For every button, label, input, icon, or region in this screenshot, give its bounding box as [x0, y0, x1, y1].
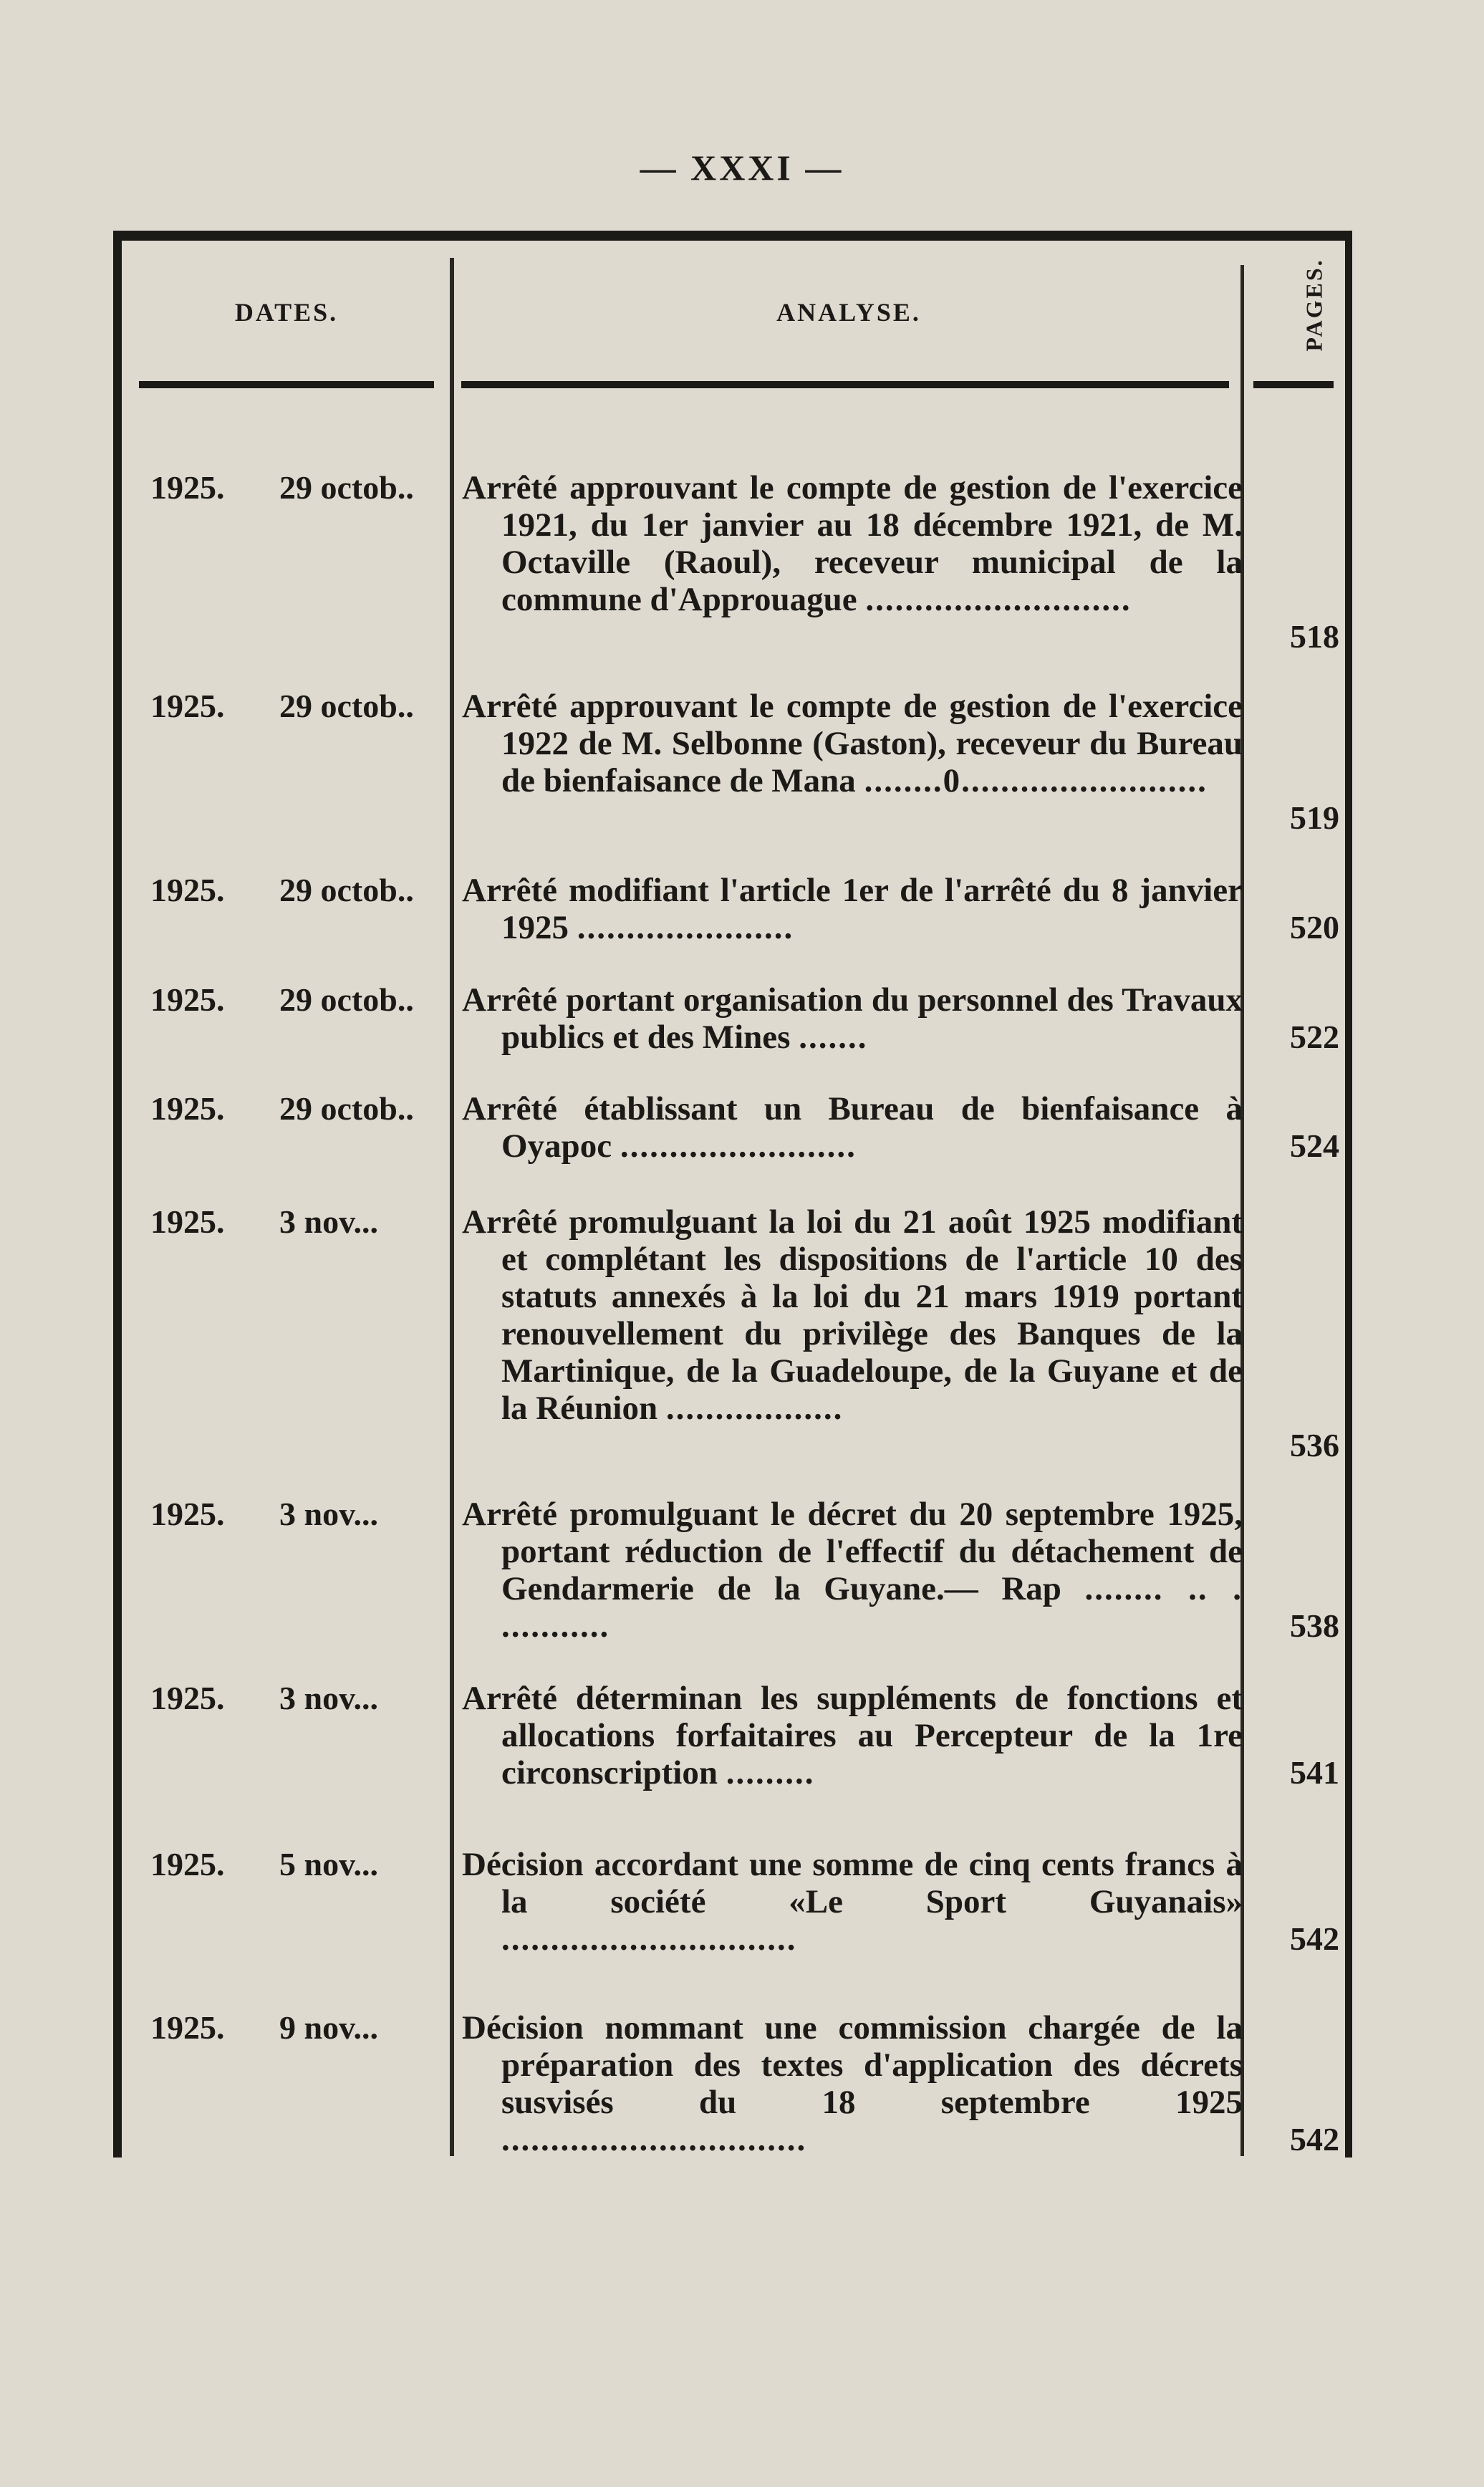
column-header-pages-label: PAGES. [1301, 257, 1327, 352]
entry-analyse [462, 1090, 1243, 1165]
entry-leader: ........0......................... [864, 762, 1208, 799]
entry-page-number: 520 [1290, 909, 1339, 946]
entry-text: Arrêté approuvant le compte de gestion de l'exercice 1922 de M. Selbonne (Gaston), receveur du Bureau de bienfaisance de Mana [462, 688, 1243, 799]
entry-leader: ...................... [577, 909, 794, 946]
entry-day: 29 octob.. [279, 469, 414, 506]
entry-day: 5 nov... [279, 1846, 379, 1882]
entry-date [150, 1680, 451, 1717]
entry-date [150, 2009, 451, 2046]
entry-page-number: 542 [1290, 2121, 1339, 2158]
header-rule-dates [139, 381, 434, 388]
entry-date [150, 688, 451, 725]
column-header-dates: DATES. [234, 298, 339, 327]
column-header-analyse: ANALYSE. [776, 298, 921, 327]
entry-analyse [462, 872, 1243, 946]
entry-analyse [462, 1680, 1243, 1791]
entry-day: 3 nov... [279, 1203, 379, 1240]
entry-text: Décision accordant une somme de cinq cents francs à la société «Le Sport Guyanais» [462, 1846, 1243, 1920]
entry-text: Arrêté déterminan les suppléments de fonctions et allocations forfaitaires au Percepteur de la 1re circonscription [462, 1680, 1243, 1791]
entry-analyse [462, 688, 1243, 799]
entry-day: 29 octob.. [279, 1090, 414, 1127]
entry-text: Arrêté promulguant le décret du 20 septembre 1925, portant réduction de l'effectif du détachement de Gendarmerie de la Guyane.— Rap [462, 1496, 1243, 1607]
entry-page-number: 522 [1290, 1019, 1339, 1055]
entry-page-number: 518 [1290, 618, 1339, 655]
entry-page-number: 536 [1290, 1427, 1339, 1463]
entry-text: Arrêté promulguant la loi du 21 août 1925 modifiant et complétant les dispositions de l'article 10 des statuts annexés à la loi du 21 mars 1919 portant renouvellement du privilège des Banques de la Martinique, de la Guadeloupe, de la Guyane et de la Réunion [462, 1203, 1243, 1427]
entry-day: 29 octob.. [279, 872, 414, 908]
entry-date [150, 872, 451, 909]
entry-date [150, 469, 451, 506]
page-header: — XXXI — [640, 148, 844, 188]
entry-date [150, 1203, 451, 1241]
entry-year: 1925. [150, 1090, 225, 1127]
entry-day: 29 octob.. [279, 981, 414, 1018]
entry-year: 1925. [150, 2009, 225, 2046]
entry-analyse [462, 1846, 1243, 1958]
entry-page-number: 542 [1290, 1920, 1339, 1957]
entry-day: 3 nov... [279, 1496, 379, 1532]
entry-text: Arrêté établissant un Bureau de bienfaisance à Oyapoc [462, 1090, 1243, 1165]
entry-day: 3 nov... [279, 1680, 379, 1716]
entry-leader: ......... [726, 1754, 815, 1791]
entry-year: 1925. [150, 1203, 225, 1240]
entry-page-number: 538 [1290, 1607, 1339, 1644]
entry-page-number: 541 [1290, 1754, 1339, 1791]
entry-date [150, 1496, 451, 1533]
entry-text: Arrêté portant organisation du personnel des Travaux publics et des Mines [462, 981, 1243, 1056]
header-rule-analyse [461, 381, 1229, 388]
entry-leader: .................. [665, 1390, 844, 1427]
entry-leader: ........................... [865, 581, 1132, 618]
entry-text: Décision nommant une commission chargée de la préparation des textes d'application des décrets susvisés du 18 septembre 1925 [462, 2009, 1243, 2121]
entry-date [150, 1090, 451, 1127]
entry-analyse [462, 469, 1243, 618]
entry-year: 1925. [150, 981, 225, 1018]
header-rule-pages [1253, 381, 1334, 388]
entry-year: 1925. [150, 469, 225, 506]
entry-leader: ............................... [501, 2121, 807, 2158]
entry-analyse [462, 1203, 1243, 1427]
entry-analyse [462, 1496, 1243, 1645]
entry-page-number: 519 [1290, 799, 1339, 836]
entry-year: 1925. [150, 1846, 225, 1882]
entry-text: Arrêté approuvant le compte de gestion de l'exercice 1921, du 1er janvier au 18 décembre 1921, de M. Octaville (Raoul), receveur municipal de la commune d'Approuague [462, 469, 1243, 618]
entry-year: 1925. [150, 1680, 225, 1716]
entry-year: 1925. [150, 688, 225, 724]
column-header-pages [1286, 244, 1343, 365]
entry-date [150, 1846, 451, 1883]
entry-leader: ........................ [620, 1127, 857, 1165]
entry-text: Arrêté modifiant l'article 1er de l'arrêté du 8 janvier 1925 [462, 872, 1243, 946]
entry-day: 9 nov... [279, 2009, 379, 2046]
entry-year: 1925. [150, 1496, 225, 1532]
entry-leader: ....... [799, 1019, 868, 1056]
entry-analyse [462, 981, 1243, 1056]
entry-date [150, 981, 451, 1019]
entry-analyse [462, 2009, 1243, 2158]
entry-day: 29 octob.. [279, 688, 414, 724]
entry-year: 1925. [150, 872, 225, 908]
entry-leader: ........ .. . ........... [501, 1570, 1243, 1645]
entry-leader: .............................. [501, 1920, 797, 1958]
entry-page-number: 524 [1290, 1127, 1339, 1164]
